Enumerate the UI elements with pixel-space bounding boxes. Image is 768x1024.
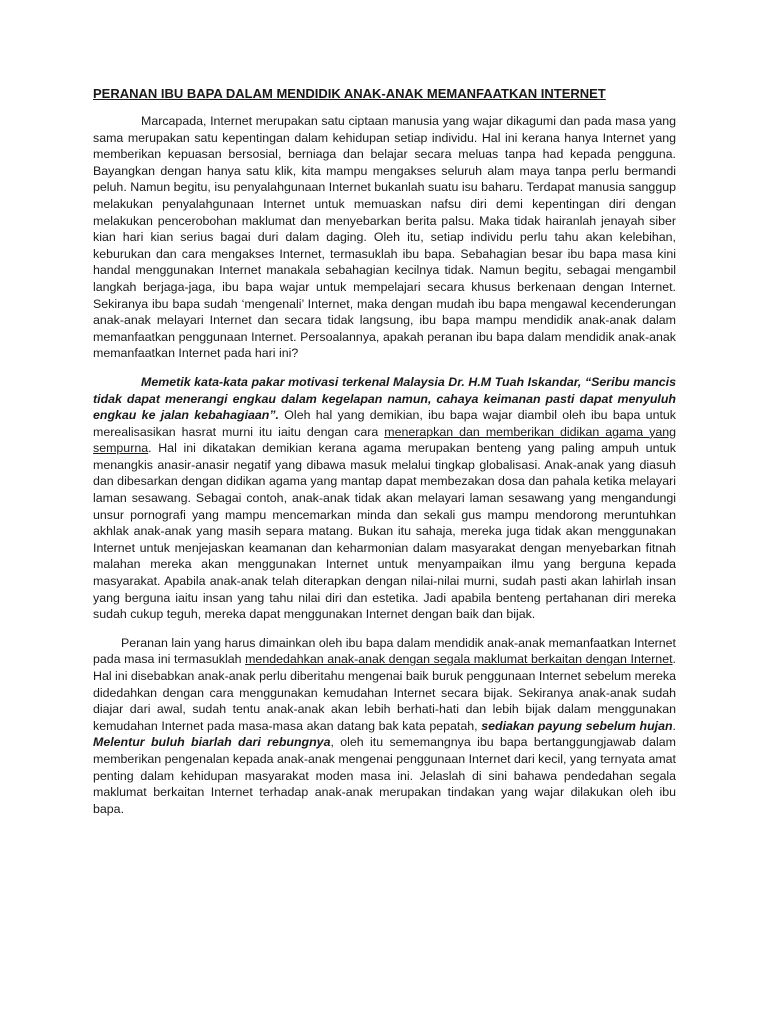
paragraph-introduction: Marcapada, Internet merupakan satu ciptaan manusia yang wajar dikagumi dan pada masa yang sama merupakan satu kepentingan dalam kehidupan setiap individu. Hal ini kerana hanya Internet yang memberikan kepuasan bersosial, berniaga dan belajar secara meluas tanpa had kepada pengguna. Bayangkan dengan hanya satu klik, kita mampu mengakses seluruh alam maya tanpa perlu bermandi peluh. Namun begitu, isu penyalahgunaan Internet bukanlah suatu isu baharu. Terdapat manusia sanggup melakukan penyalahgunaan Internet untuk memuaskan nafsu diri demi kepentingan diri dengan melakukan pencerobohan maklumat dan menyebarkan berita palsu. Maka tidak hairanlah jenayah siber kian hari kian serius bagai duri dalam daging. Oleh itu, setiap individu perlu tahu akan kelebihan, keburukan dan cara mengakses Internet, termasuklah ibu bapa. Sebahagian besar ibu bapa masa kini handal menggunakan Internet manakala sebahagian kecilnya tidak. Namun begitu, sebagai mengambil langkah berjaga-jaga, ibu bapa wajar untuk mempelajari secara khusus berkenaan dengan Internet. Sekiranya ibu bapa sudah ‘mengenali’ Internet, maka dengan mudah ibu bapa mengawal kecenderungan anak-anak melayari Internet dan secara tidak langsung, ibu bapa mampu mendidik anak-anak dalam memanfaatkan penggunaan Internet. Persoalannya, apakah peranan ibu bapa dalam mendidik anak-anak memanfaatkan Internet pada hari ini? [93, 114, 676, 361]
document-page [93, 86, 676, 829]
paragraph-text-segment: . Hal ini dikatakan demikian kerana agama merupakan benteng yang paling ampuh untuk menangkis anasir-anasir negatif yang dibawa masuk melalui tingkap globalisasi. Anak-anak yang diasuh dan dibesarkan dengan didikan agama yang mantap dapat membezakan dosa dan pahala ketika melayari laman sesawang. Sebagai contoh, anak-anak tidak akan melayari laman sesawang yang mengandungi unsur pornografi yang mampu mencemarkan minda dan sekali gus mampu mendorong meruntuhkan akhlak anak-anak yang masih separa matang. Bukan itu sahaja, mereka juga tidak akan menggunakan Internet untuk menjejaskan keamanan dan keharmonian dalam masyarakat dengan menyebarkan fitnah malahan mereka akan menggunakan Internet untuk menyampaikan ilmu yang berguna kepada masyarakat. Apabila anak-anak telah diterapkan dengan nilai-nilai murni, sudah pasti akan lahirlah insan yang berguna iaitu insan yang tahu nilai diri dan estetika. Jadi apabila benteng pertahanan diri mereka sudah cukup teguh, mereka dapat menggunakan Internet dengan baik dan bijak. [93, 441, 676, 622]
paragraph-text-segment: , oleh itu sememangnya ibu bapa bertanggungjawab dalam memberikan pengenalan kepada anak-anak mengenai penggunaan Internet dari kecil, yang ternyata amat penting dalam kehidupan masyarakat moden masa ini. Jelaslah di sini bahawa pendedahan segala maklumat berkaitan Internet terhadap anak-anak merupakan tindakan yang wajar dilakukan oleh ibu bapa. [93, 735, 676, 816]
document-title: PERANAN IBU BAPA DALAM MENDIDIK ANAK-ANAK MEMANFAATKAN INTERNET [93, 86, 606, 101]
proverb: Melentur buluh biarlah dari rebungnya [93, 735, 331, 750]
key-point-underlined: mendedahkan anak-anak dengan segala maklumat berkaitan dengan Internet [245, 652, 673, 667]
paragraph-internet-exposure [93, 635, 676, 818]
paragraph-religious-education [93, 374, 676, 623]
paragraph-text-segment: Oleh hal yang demikian, ibu bapa wajar diambil oleh ibu bapa untuk merealisasikan hasrat murni itu iaitu dengan cara [93, 408, 676, 439]
key-point-underlined: menerapkan dan memberikan didikan agama yang sempurna [93, 424, 676, 456]
paragraph-text-segment: . [672, 718, 676, 733]
paragraph-text-segment: Peranan lain yang harus dimainkan oleh ibu bapa dalam mendidik anak-anak memanfaatkan Internet pada masa ini termasuklah [93, 635, 676, 667]
proverb: sediakan payung sebelum hujan [481, 718, 673, 733]
motivational-quote: Memetik kata-kata pakar motivasi terkenal Malaysia Dr. H.M Tuah Iskandar, “Seribu mancis tidak dapat menerangi engkau dalam kegelapan namun, cahaya keimanan pasti dapat menyuluh engkau ke jalan kebahagiaan”. [93, 374, 676, 423]
paragraph-text-segment: . Hal ini disebabkan anak-anak perlu diberitahu mengenai baik buruk penggunaan Internet sebelum mereka didedahkan dengan cara menggunakan kemudahan Internet secara bijak. Sekiranya anak-anak sudah diajar dari awal, sudah tentu anak-anak akan lebih berhati-hati dan lebih bijak dalam menggunakan kemudahan Internet pada masa-masa akan datang bak kata pepatah, [93, 652, 676, 733]
